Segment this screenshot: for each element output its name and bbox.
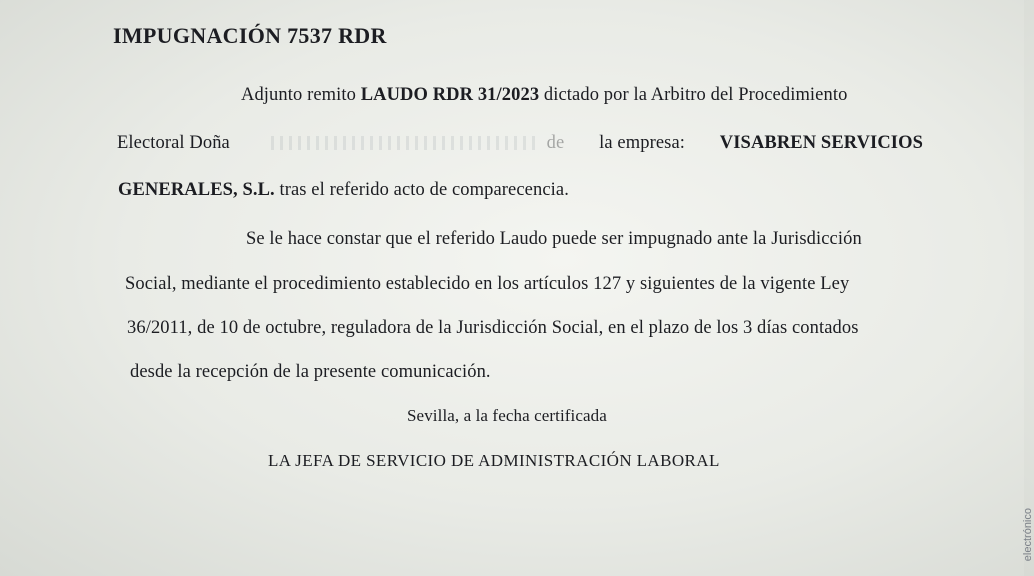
redaction-mark: [271, 136, 541, 150]
redacted-name: [265, 132, 565, 154]
paragraph2-line1: Se le hace constar que el referido Laudo puede ser impugnado ante la Jurisdicción: [246, 229, 862, 249]
paragraph2-line2: Social, mediante el procedimiento establecido en los artículos 127 y siguientes de la vigente Ley: [125, 274, 850, 294]
paragraph1-line2-pre: Electoral Doña: [117, 133, 230, 153]
paragraph1-line3: [118, 179, 569, 201]
document-title: IMPUGNACIÓN 7537 RDR: [113, 23, 387, 48]
paragraph1-line1-pre: Adjunto remito: [241, 85, 361, 105]
paragraph1-line1-post: dictado por la Arbitro del Procedimiento: [539, 85, 848, 105]
signatory: LA JEFA DE SERVICIO DE ADMINISTRACIÓN LABORAL: [268, 451, 720, 470]
laudo-reference: LAUDO RDR 31/2023: [360, 85, 540, 105]
place-date: Sevilla, a la fecha certificada: [407, 406, 607, 425]
company-name-part1: VISABREN SERVICIOS: [719, 133, 923, 153]
paragraph1-line2-mid: la empresa:: [599, 133, 685, 153]
paragraph1-line1: [241, 84, 847, 106]
company-name-part2: GENERALES, S.L.: [118, 180, 275, 200]
paragraph2-line4: desde la recepción de la presente comunicación.: [130, 362, 491, 382]
paragraph1-line2: [117, 132, 923, 154]
side-margin-text: electrónico: [1022, 508, 1034, 562]
redacted-tail: de: [546, 133, 565, 153]
paragraph1-line3-post: tras el referido acto de comparecencia.: [274, 180, 569, 200]
paragraph2-line3: 36/2011, de 10 de octubre, reguladora de la Jurisdicción Social, en el plazo de los 3 días contados: [127, 318, 859, 338]
